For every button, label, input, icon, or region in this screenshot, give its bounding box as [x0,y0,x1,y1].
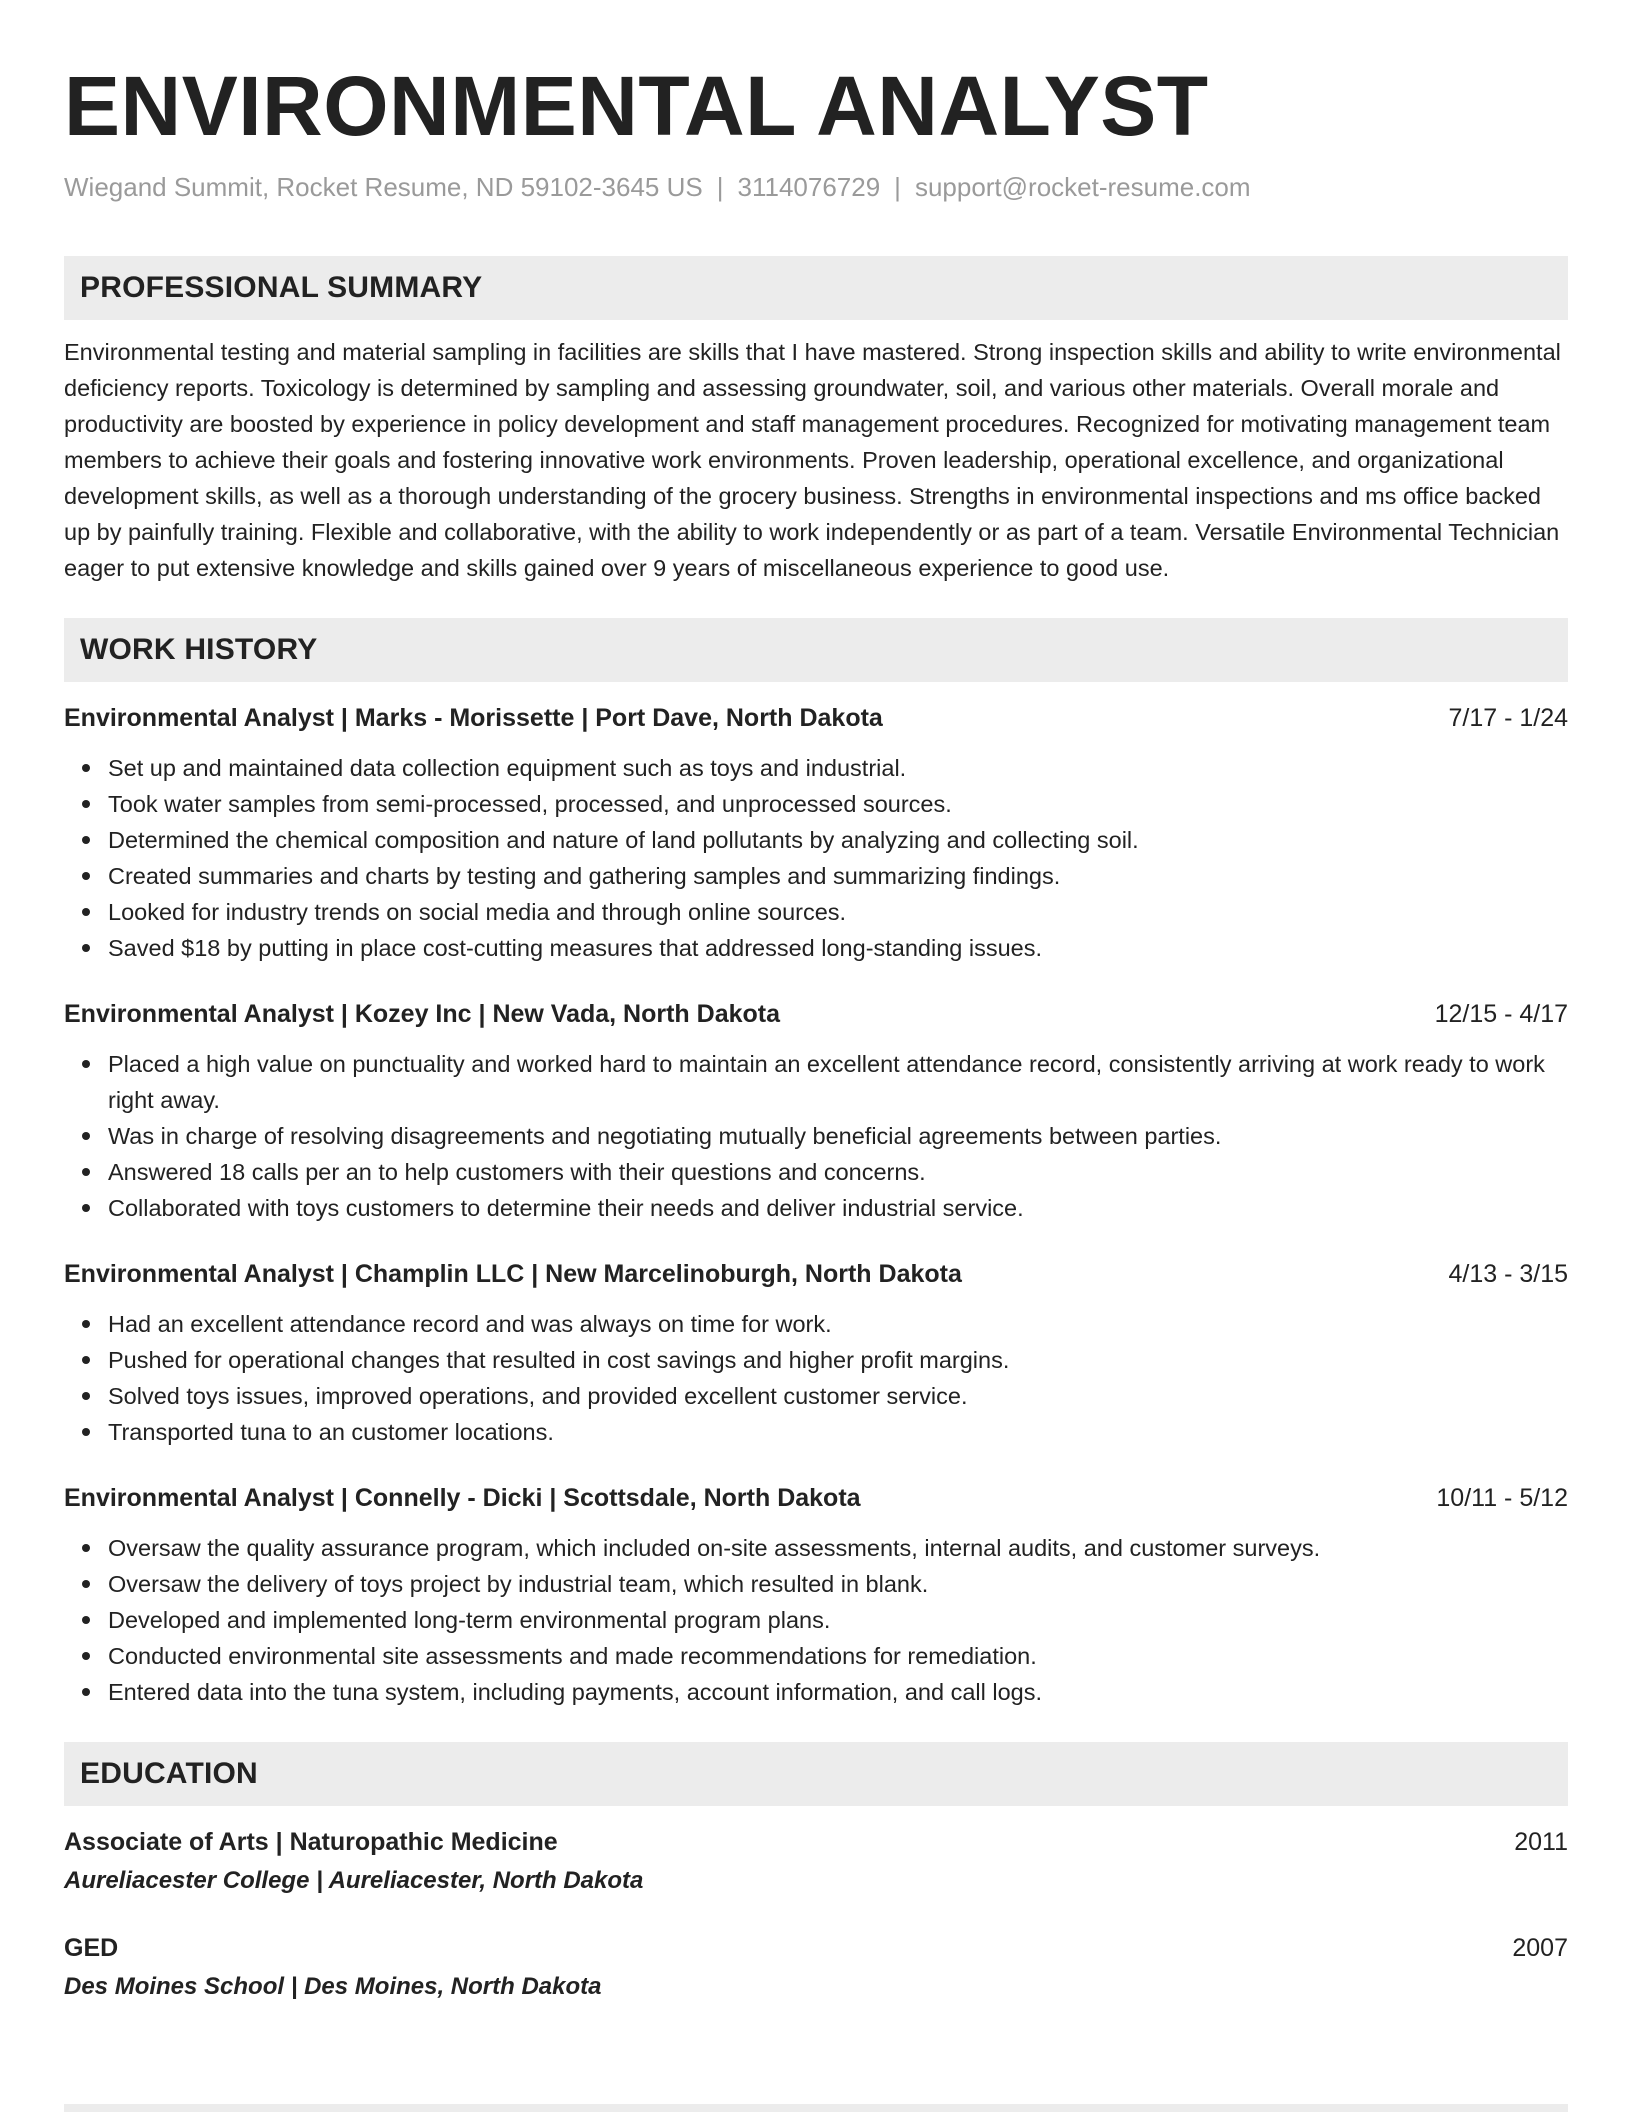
job-header [64,700,1568,736]
job-entry [64,1256,1568,1450]
bullet-text: Entered data into the tuna system, including payments, account information, and call logs. [108,1679,1043,1705]
job-bullet [108,858,1568,894]
bullet-text: Developed and implemented long-term environmental program plans. [108,1607,831,1633]
job-title: Environmental Analyst | Marks - Morissette | Port Dave, North Dakota [64,704,883,732]
bullet-text: Solved toys issues, improved operations, and provided excellent customer service. [108,1383,968,1409]
bullet-text: Set up and maintained data collection equipment such as toys and industrial. [108,755,907,781]
education-school: Aureliacester College | Aureliacester, North Dakota [64,1867,644,1894]
job-bullet [108,1414,1568,1450]
job-entry [64,996,1568,1226]
bullet-text: Oversaw the delivery of toys project by industrial team, which resulted in blank. [108,1571,929,1597]
bullet-text: Determined the chemical composition and nature of land pollutants by analyzing and collecting soil. [108,827,1139,853]
candidate-name: ENVIRONMENTAL ANALYST [64,59,1209,153]
bullet-dot-icon [82,1168,90,1176]
job-title: Environmental Analyst | Connelly - Dicki | Scottsdale, North Dakota [64,1484,861,1512]
job-bullet [108,1046,1568,1118]
job-bullet [108,1342,1568,1378]
bullet-text: Answered 18 calls per an to help customers with their questions and concerns. [108,1159,926,1185]
job-dates: 10/11 - 5/12 [1436,1484,1568,1512]
bullet-dot-icon [82,944,90,952]
bullet-text: Collaborated with toys customers to determine their needs and deliver industrial service. [108,1195,1024,1221]
contact-line [64,170,1568,204]
education-degree: Associate of Arts | Naturopathic Medicine [64,1828,558,1856]
bullet-text: Looked for industry trends on social media and through online sources. [108,899,847,925]
bullet-text: Oversaw the quality assurance program, which included on-site assessments, internal audits, and customer surveys. [108,1535,1321,1561]
education-entry [64,1824,1568,1898]
bullet-dot-icon [82,1320,90,1328]
job-bullet [108,930,1568,966]
education-degree: GED [64,1934,119,1962]
bullet-text: Was in charge of resolving disagreements and negotiating mutually beneficial agreements between parties. [108,1123,1222,1149]
contact-separator: | [716,172,724,202]
job-bullet [108,1530,1568,1566]
bullet-dot-icon [82,1544,90,1552]
job-header [64,996,1568,1032]
bullet-text: Transported tuna to an customer locations. [108,1419,554,1445]
education-school: Des Moines School | Des Moines, North Dakota [64,1973,602,2000]
job-dates: 4/13 - 3/15 [1448,1260,1568,1288]
contact-phone: 3114076729 [737,172,881,202]
bullet-dot-icon [82,1392,90,1400]
bullet-dot-icon [82,836,90,844]
job-dates: 12/15 - 4/17 [1434,1000,1568,1028]
job-entry [64,1480,1568,1710]
job-bullet [108,822,1568,858]
education-year: 2007 [1512,1934,1568,1962]
contact-separator: | [894,172,901,202]
bullet-dot-icon [82,1428,90,1436]
bullet-dot-icon [82,1132,90,1140]
job-bullet [108,894,1568,930]
bullet-dot-icon [82,800,90,808]
job-bullet [108,1602,1568,1638]
job-bullet [108,1566,1568,1602]
bullet-dot-icon [82,1580,90,1588]
bullet-dot-icon [82,1652,90,1660]
section-title: EDUCATION [80,1757,258,1790]
bullet-dot-icon [82,1688,90,1696]
bullet-text: Pushed for operational changes that resulted in cost savings and higher profit margins. [108,1347,1010,1373]
next-section-divider [64,2104,1568,2112]
section-header-education [64,1742,1568,1806]
summary-paragraph: Environmental testing and material sampling in facilities are skills that I have mastered. Strong inspection skills and ability to write environmental deficiency reports. Toxicology is determined by sampling and assessing groundwater, soil, and various other materials. Overall morale and productivity are boosted by experience in policy development and staff management procedures. Recognized for motivating management team members to achieve their goals and fostering innovative work environments. Proven leadership, operational excellence, and organizational development skills, as well as a thorough understanding of the grocery business. Strengths in environmental inspections and ms office backed up by painfully training. Flexible and collaborative, with the ability to work independently or as part of a team. Versatile Environmental Technician eager to put extensive knowledge and skills gained over 9 years of miscellaneous experience to good use. [64,339,1561,581]
job-entry [64,700,1568,966]
job-bullet [108,1118,1568,1154]
job-bullets [64,1306,1568,1450]
education-header [64,1824,1568,1860]
job-bullet [108,1674,1568,1710]
bullet-dot-icon [82,872,90,880]
job-bullet [108,750,1568,786]
education-header [64,1930,1568,1966]
bullet-text: Had an excellent attendance record and was always on time for work. [108,1311,832,1337]
education-entry [64,1930,1568,2004]
bullet-dot-icon [82,908,90,916]
bullet-text: Conducted environmental site assessments and made recommendations for remediation. [108,1643,1037,1669]
job-bullets [64,1530,1568,1710]
section-header-summary [64,256,1568,320]
job-bullets [64,750,1568,966]
job-title: Environmental Analyst | Kozey Inc | New Vada, North Dakota [64,1000,781,1028]
section-title: PROFESSIONAL SUMMARY [80,271,483,304]
bullet-dot-icon [82,1616,90,1624]
bullet-text: Took water samples from semi-processed, processed, and unprocessed sources. [108,791,952,817]
job-bullet [108,786,1568,822]
contact-address: Wiegand Summit, Rocket Resume, ND 59102-3645 US [64,172,703,202]
job-bullet [108,1306,1568,1342]
job-dates: 7/17 - 1/24 [1448,704,1568,732]
bullet-text: Saved $18 by putting in place cost-cutting measures that addressed long-standing issues. [108,935,1043,961]
bullet-dot-icon [82,1204,90,1212]
job-header [64,1256,1568,1292]
bullet-text: Created summaries and charts by testing and gathering samples and summarizing findings. [108,863,1061,889]
section-header-work-history [64,618,1568,682]
bullet-dot-icon [82,1060,90,1068]
bullet-text: Placed a high value on punctuality and worked hard to maintain an excellent attendance record, consistently arriving at work ready to work right away. [108,1051,1545,1113]
bullet-dot-icon [82,1356,90,1364]
contact-email: support@rocket-resume.com [914,172,1251,202]
job-header [64,1480,1568,1516]
job-bullet [108,1154,1568,1190]
job-title: Environmental Analyst | Champlin LLC | New Marcelinoburgh, North Dakota [64,1260,962,1288]
job-bullet [108,1378,1568,1414]
education-year: 2011 [1514,1828,1568,1856]
bullet-dot-icon [82,764,90,772]
section-title: WORK HISTORY [80,633,318,666]
job-bullets [64,1046,1568,1226]
job-bullet [108,1190,1568,1226]
job-bullet [108,1638,1568,1674]
